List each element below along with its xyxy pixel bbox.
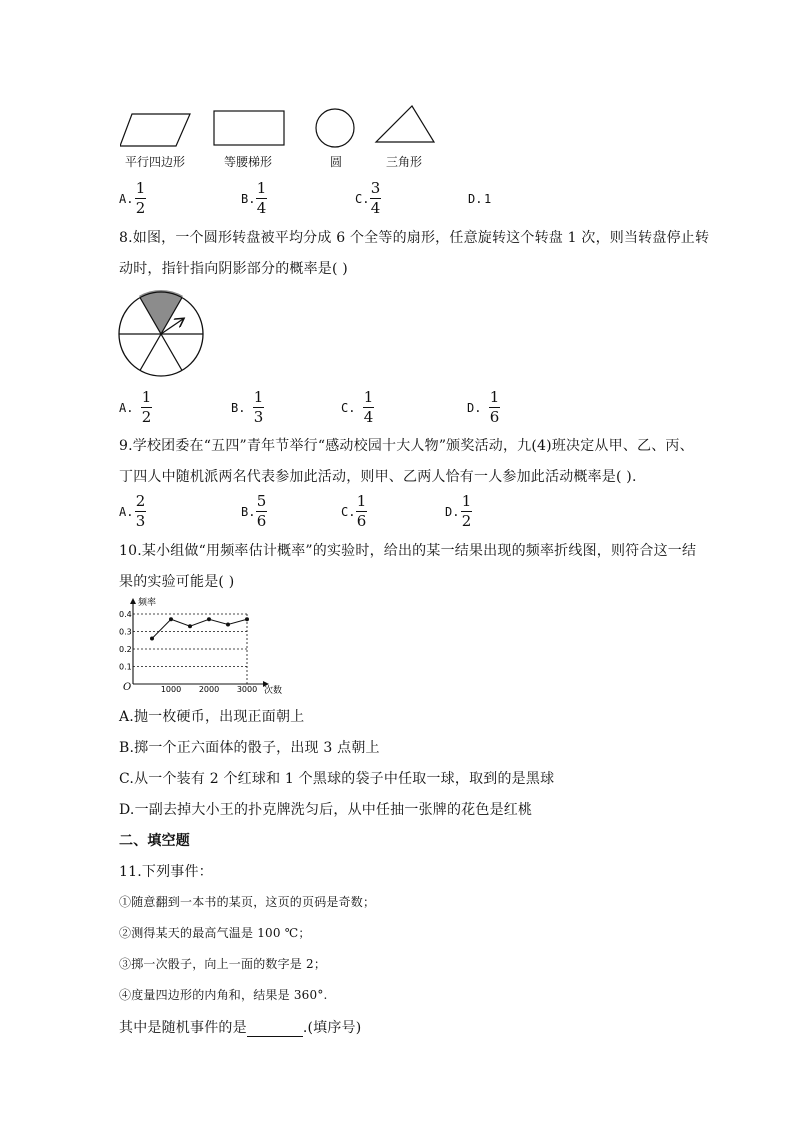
q7-option-b-fraction (256, 180, 267, 217)
q8-option-d-prefix: D. (467, 401, 482, 415)
q7-option-d-value: 1 (484, 192, 492, 206)
q10-option-d: D.一副去掉大小王的扑克牌洗匀后，从中任抽一张牌的花色是红桃 (119, 802, 533, 818)
data-point (245, 617, 249, 621)
q11-item-2: ②测得某天的最高气温是 100 ℃； (119, 926, 311, 940)
fraction-numerator: 5 (256, 492, 267, 510)
shape-label-triangle: 三角形 (386, 155, 423, 169)
q10-stem-line2: 果的实验可能是( ) (119, 574, 235, 590)
q10-stem-line1: 10.某小组做“用频率估计概率”的实验时，给出的某一结果出现的频率折线图，则符合这一结 (119, 543, 697, 559)
fraction-denominator: 6 (356, 512, 367, 530)
x-tick-label: 3000 (236, 685, 258, 694)
q9-option-c-fraction (356, 493, 367, 530)
q7-option-a-fraction (135, 180, 146, 217)
q9-option-b-fraction (256, 493, 267, 530)
answer-blank[interactable] (247, 1022, 303, 1037)
fraction-numerator: 1 (256, 179, 267, 197)
q8-option-b-prefix: B. (231, 401, 246, 415)
y-tick-label: 0.3 (119, 627, 132, 637)
fraction-numerator: 1 (363, 388, 374, 406)
q9-option-d-fraction (461, 493, 472, 530)
q8-option-a-fraction (141, 389, 152, 426)
fraction-denominator: 3 (135, 512, 146, 530)
q7-option-a-prefix: A. (119, 192, 134, 206)
q8-stem-line2: 动时，指针指向阴影部分的概率是( ) (119, 261, 348, 277)
q7-option-c-prefix: C. (355, 192, 370, 206)
y-tick-label: 0.2 (119, 645, 132, 654)
q9-stem-line2: 丁四人中随机派两名代表参加此活动，则甲、乙两人恰有一人参加此活动概率是( ). (119, 469, 637, 485)
q11-answer-suffix: .(填序号) (302, 1020, 362, 1036)
q9-option-d-prefix: D. (445, 505, 460, 519)
shapes-figure (120, 104, 450, 154)
q9-option-b-prefix: B. (241, 505, 256, 519)
shape-label-parallelogram: 平行四边形 (125, 155, 186, 169)
q10-option-b: B.掷一个正六面体的骰子，出现 3 点朝上 (119, 740, 380, 756)
q8-option-d-fraction (489, 389, 500, 426)
data-point (207, 617, 211, 621)
shape-label-circle: 圆 (330, 155, 343, 169)
q10-option-c: C.从一个装有 2 个红球和 1 个黑球的袋子中任取一球，取到的是黑球 (119, 771, 555, 787)
q11-item-1: ①随意翻到一本书的某页，这页的页码是奇数； (119, 895, 376, 909)
q11-item-4: ④度量四边形的内角和，结果是 360°. (119, 988, 328, 1002)
rectangle-icon (214, 111, 284, 145)
q8-stem-line1: 8.如图，一个圆形转盘被平均分成 6 个全等的扇形，任意旋转这个转盘 1 次，则当转盘停止转 (119, 230, 710, 246)
q10-option-a: A.抛一枚硬币，出现正面朝上 (119, 709, 305, 725)
q8-option-a-prefix: A. (119, 401, 134, 415)
q9-option-c-prefix: C. (341, 505, 356, 519)
fraction-numerator: 1 (141, 388, 152, 406)
q11-item-3: ③掷一次骰子，向上一面的数字是 2； (119, 957, 327, 971)
data-point (226, 623, 230, 627)
fraction-numerator: 1 (489, 388, 500, 406)
fraction-denominator: 6 (256, 512, 267, 530)
q11-answer-line (119, 1017, 361, 1037)
origin-label: O (123, 682, 132, 693)
frequency-line-chart (117, 596, 292, 694)
q7-option-d-prefix: D. (468, 192, 483, 206)
data-point (169, 617, 173, 621)
y-axis-arrow (130, 598, 136, 604)
fraction-denominator: 2 (135, 199, 146, 217)
q11-answer-prefix: 其中是随机事件的是 (119, 1020, 247, 1036)
data-point (188, 624, 192, 628)
y-tick-label: 0.1 (119, 662, 132, 672)
spinner-figure (117, 290, 205, 378)
q11-intro: 11.下列事件： (119, 864, 213, 880)
q9-option-a-prefix: A. (119, 505, 134, 519)
q7-option-b-prefix: B. (241, 192, 256, 206)
fraction-numerator: 1 (253, 388, 264, 406)
fraction-denominator: 3 (253, 408, 264, 426)
data-point (150, 637, 154, 641)
q8-option-c-fraction (363, 389, 374, 426)
fraction-numerator: 1 (356, 492, 367, 510)
q7-option-c-fraction (370, 180, 381, 217)
circle-icon (316, 109, 354, 147)
q9-option-a-fraction (135, 493, 146, 530)
fraction-denominator: 2 (141, 408, 152, 426)
q8-option-c-prefix: C. (341, 401, 356, 415)
section-heading: 二、填空题 (119, 833, 190, 849)
shape-label-trapezoid: 等腰梯形 (224, 155, 273, 169)
fraction-denominator: 6 (489, 408, 500, 426)
x-axis-label: 次数 (264, 686, 283, 694)
fraction-numerator: 1 (461, 492, 472, 510)
fraction-denominator: 4 (370, 199, 381, 217)
x-tick-label: 1000 (160, 685, 182, 694)
fraction-denominator: 4 (256, 199, 267, 217)
x-tick-label: 2000 (198, 685, 220, 694)
fraction-numerator: 2 (135, 492, 146, 510)
fraction-numerator: 1 (135, 179, 146, 197)
triangle-icon (376, 106, 434, 142)
fraction-denominator: 2 (461, 512, 472, 530)
y-axis-label: 频率 (138, 598, 157, 608)
q8-option-b-fraction (253, 389, 264, 426)
q9-stem-line1: 9.学校团委在“五四”青年节举行“感动校园十大人物”颁奖活动，九(4)班决定从甲、乙、丙、 (119, 438, 694, 454)
fraction-denominator: 4 (363, 408, 374, 426)
parallelogram-icon (120, 114, 190, 146)
shaded-sector (139, 290, 183, 334)
fraction-numerator: 3 (370, 179, 381, 197)
y-tick-label: 0.4 (119, 610, 132, 619)
series-line (152, 619, 247, 638)
